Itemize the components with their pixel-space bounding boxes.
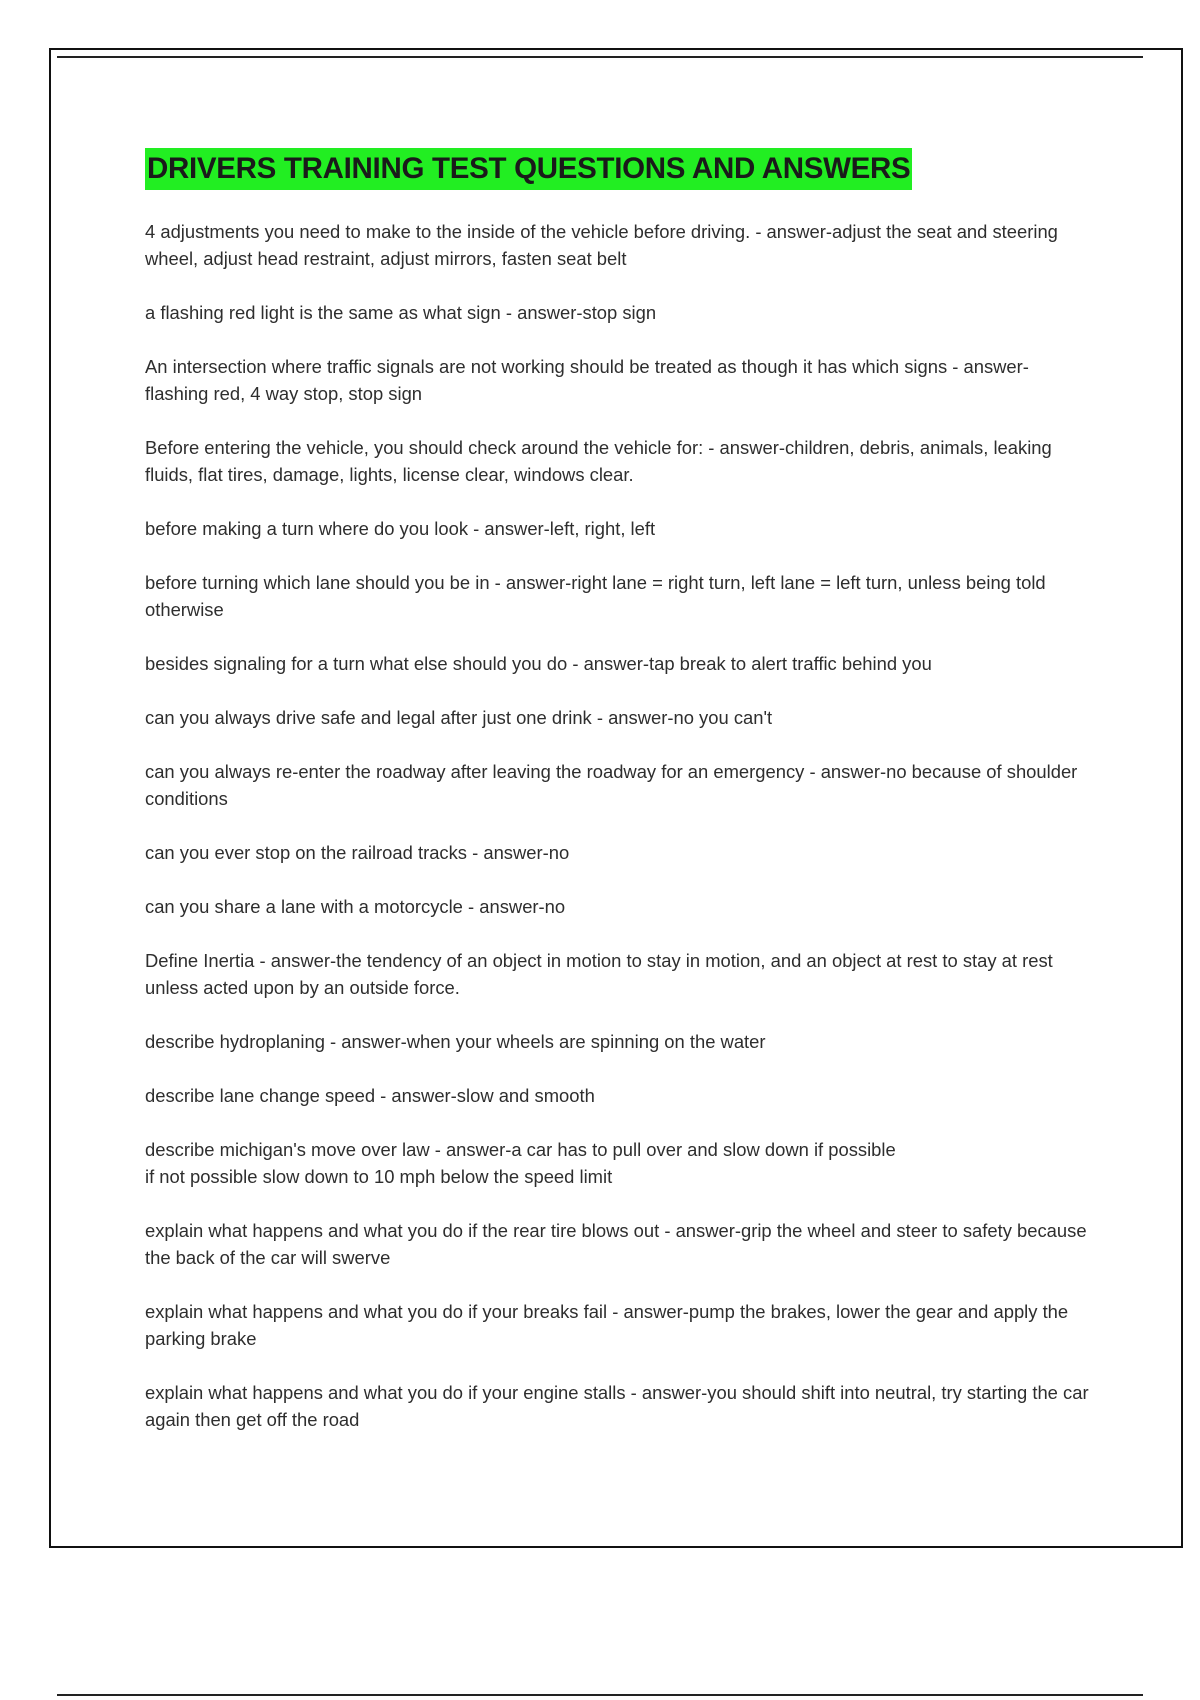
qa-item <box>145 569 1090 623</box>
qa-text: can you ever stop on the railroad tracks - answer-no <box>145 842 570 863</box>
qa-text: describe michigan's move over law - answer-a car has to pull over and slow down if possible <box>145 1139 896 1160</box>
qa-text: besides signaling for a turn what else should you do - answer-tap break to alert traffic behind you <box>145 653 932 674</box>
qa-item <box>145 353 1090 407</box>
qa-item <box>145 1298 1090 1352</box>
title-block <box>145 148 1090 190</box>
qa-text: explain what happens and what you do if the rear tire blows out - answer-grip the wheel and steer to safety because the back of the car will swerve <box>145 1220 1087 1268</box>
qa-item <box>145 1028 1090 1055</box>
qa-item <box>145 1136 1090 1190</box>
document-body <box>145 148 1090 1460</box>
qa-item <box>145 893 1090 920</box>
qa-text: Before entering the vehicle, you should check around the vehicle for: - answer-children, debris, animals, leaking fluids, flat tires, damage, lights, license clear, windows clear. <box>145 437 1052 485</box>
qa-item <box>145 947 1090 1001</box>
qa-text: before making a turn where do you look - answer-left, right, left <box>145 518 656 539</box>
bottom-rule <box>57 1694 1143 1696</box>
qa-item <box>145 515 1090 542</box>
qa-item <box>145 839 1090 866</box>
qa-text: 4 adjustments you need to make to the inside of the vehicle before driving. - answer-adjust the seat and steering wheel, adjust head restraint, adjust mirrors, fasten seat belt <box>145 221 1058 269</box>
qa-text: describe hydroplaning - answer-when your wheels are spinning on the water <box>145 1031 766 1052</box>
qa-item <box>145 1379 1090 1433</box>
qa-item <box>145 1082 1090 1109</box>
qa-item <box>145 758 1090 812</box>
qa-text: a flashing red light is the same as what sign - answer-stop sign <box>145 302 657 323</box>
qa-item <box>145 434 1090 488</box>
qa-text: explain what happens and what you do if your breaks fail - answer-pump the brakes, lower the gear and apply the parking brake <box>145 1301 1069 1349</box>
qa-text: before turning which lane should you be in - answer-right lane = right turn, left lane = left turn, unless being told otherwise <box>145 572 1046 620</box>
qa-text-continuation: if not possible slow down to 10 mph below the speed limit <box>145 1166 613 1187</box>
qa-text: can you always drive safe and legal after just one drink - answer-no you can't <box>145 707 773 728</box>
qa-item <box>145 299 1090 326</box>
qa-text: can you share a lane with a motorcycle - answer-no <box>145 896 566 917</box>
document-title: DRIVERS TRAINING TEST QUESTIONS AND ANSWERS <box>145 148 912 190</box>
qa-text: Define Inertia - answer-the tendency of an object in motion to stay in motion, and an object at rest to stay at rest unless acted upon by an outside force. <box>145 950 1053 998</box>
qa-item <box>145 650 1090 677</box>
qa-text: can you always re-enter the roadway after leaving the roadway for an emergency - answer-no because of shoulder conditions <box>145 761 1078 809</box>
qa-text: explain what happens and what you do if your engine stalls - answer-you should shift into neutral, try starting the car again then get off the road <box>145 1382 1089 1430</box>
qa-item <box>145 218 1090 272</box>
qa-item <box>145 704 1090 731</box>
qa-text: describe lane change speed - answer-slow and smooth <box>145 1085 595 1106</box>
qa-item <box>145 1217 1090 1271</box>
qa-list <box>145 218 1090 1433</box>
qa-text: An intersection where traffic signals are not working should be treated as though it has which signs - answer-flashing red, 4 way stop, stop sign <box>145 356 1029 404</box>
